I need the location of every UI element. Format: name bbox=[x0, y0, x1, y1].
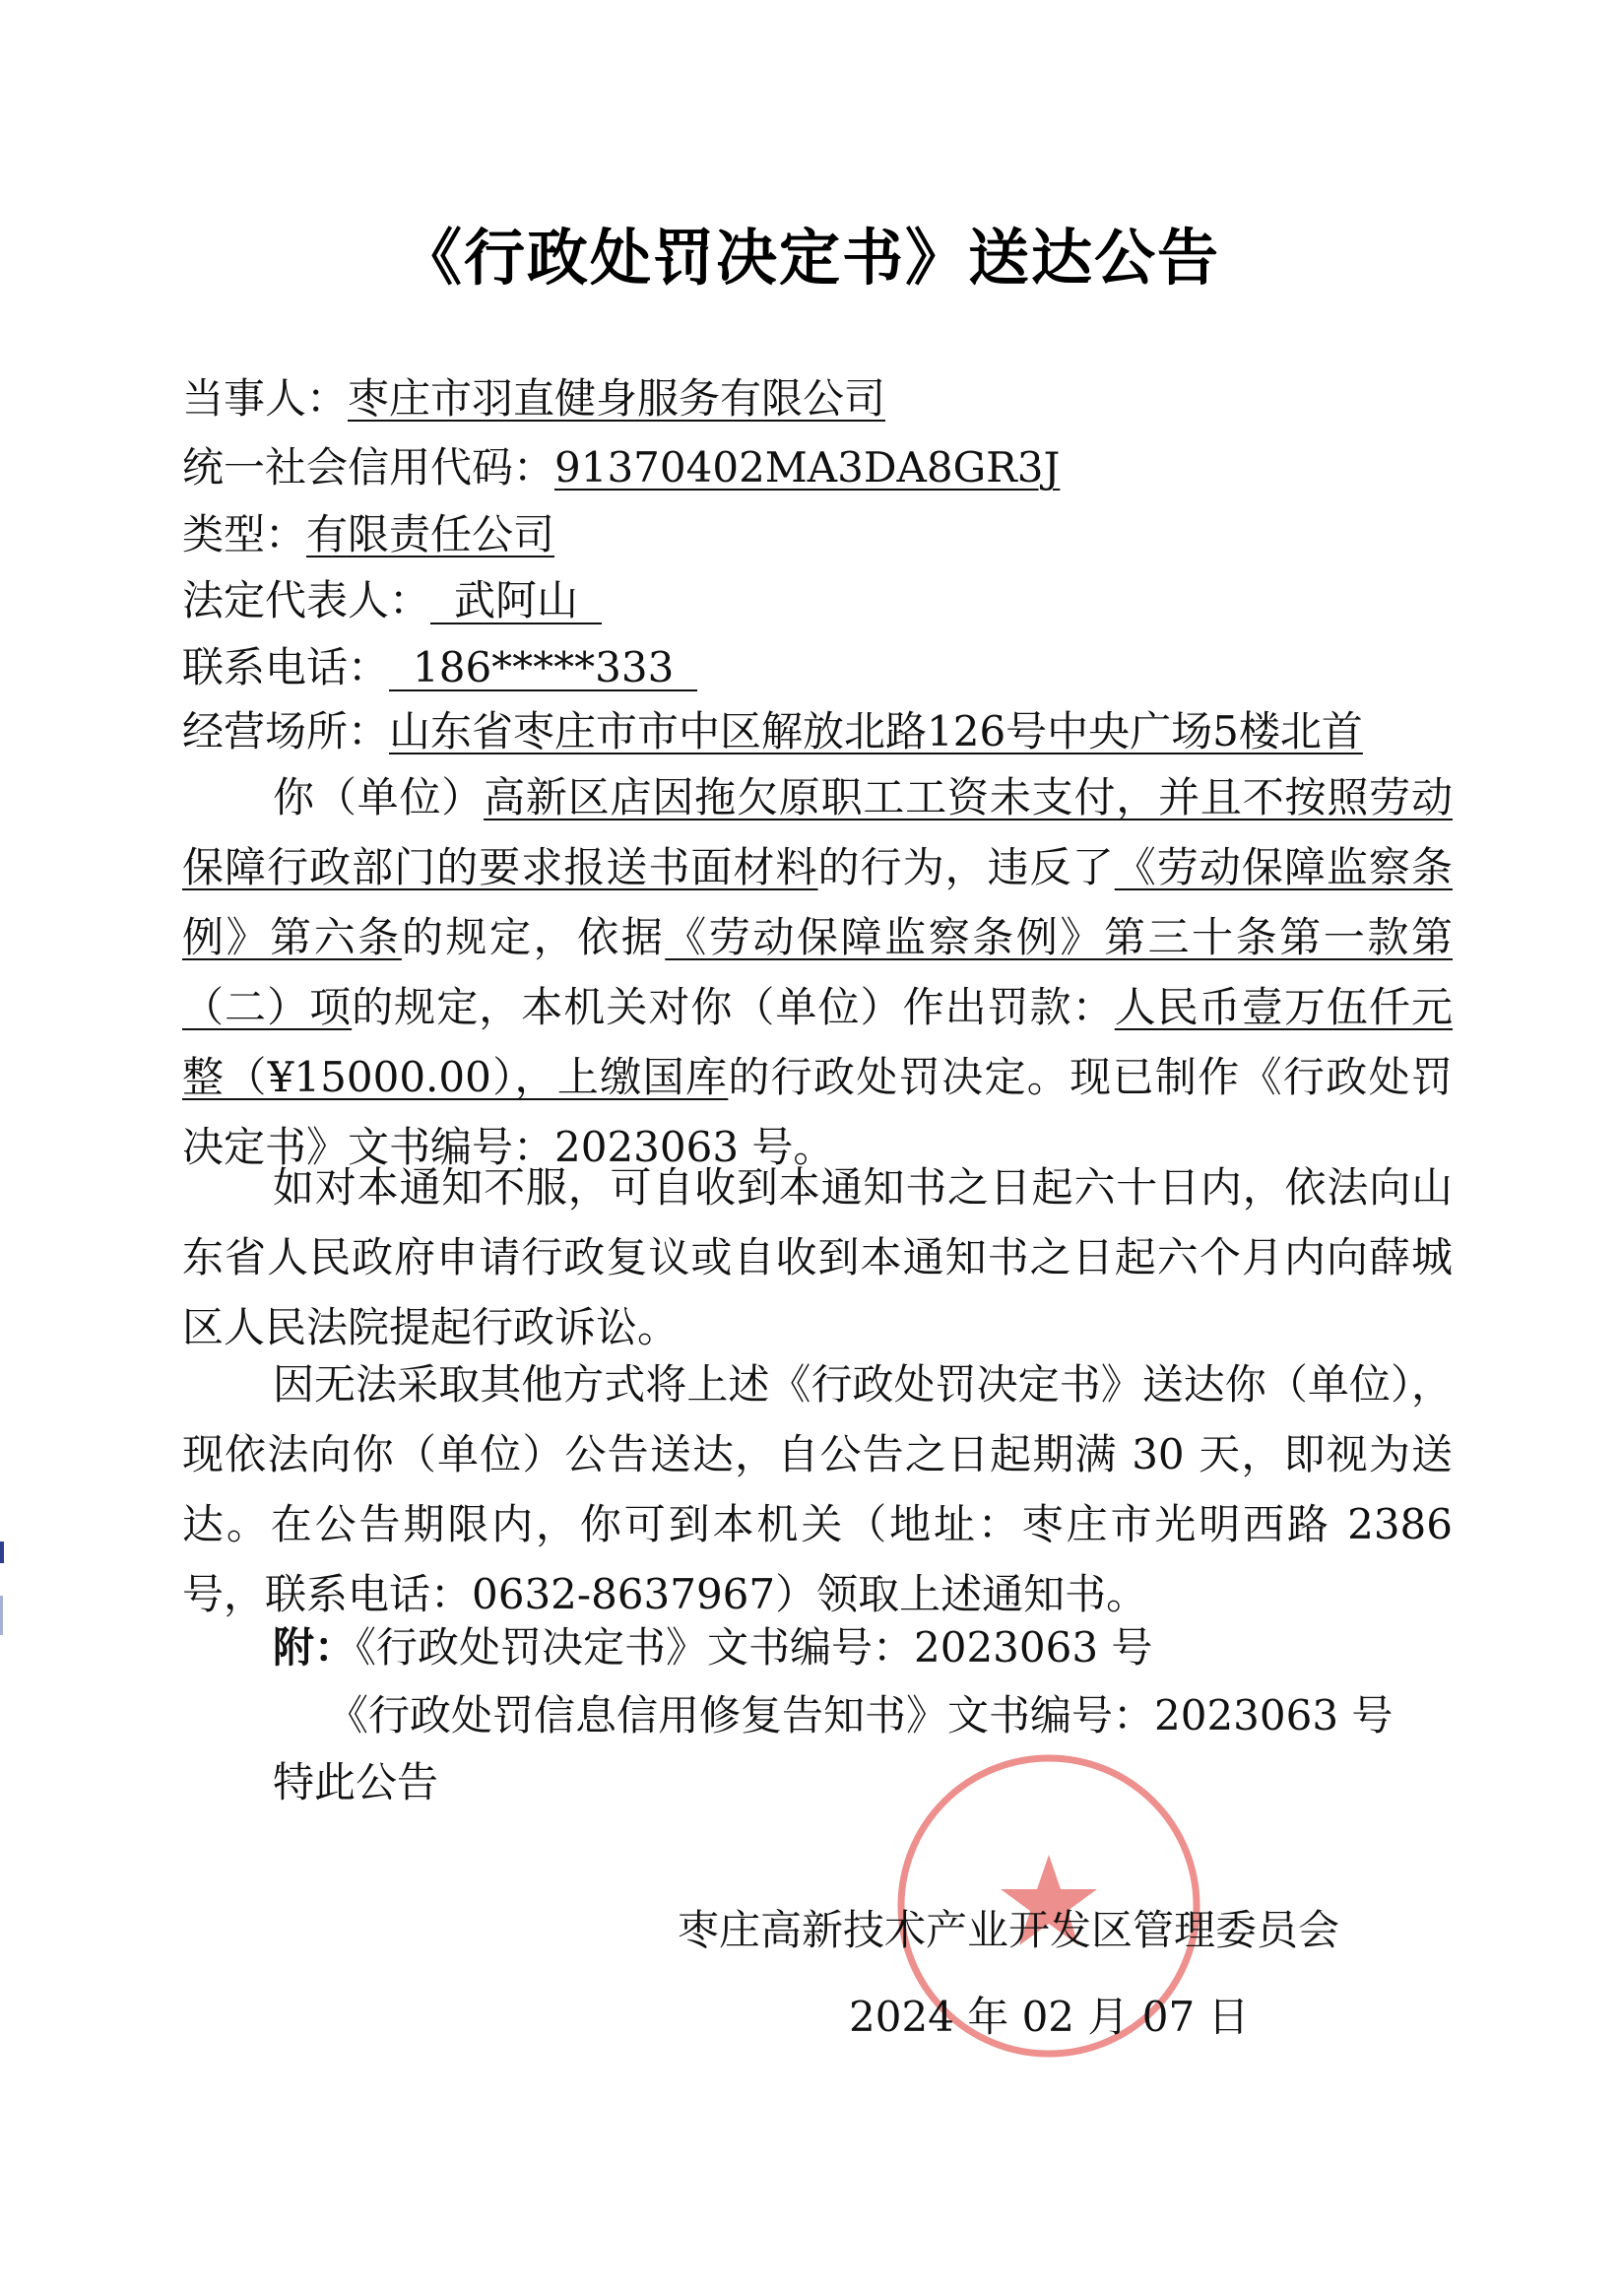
issuer-name: 枣庄高新技术产业开发区管理委员会 bbox=[678, 1906, 1340, 1954]
service-paragraph: 因无法采取其他方式将上述《行政处罚决定书》送达你（单位），现依法向你（单位）公告送达，自公告之日起期满 30 天，即视为送达。在公告期限内，你可到本机关（地址：枣庄市光明西路 2386 号，联系电话：0632-8637967）领取上述通知书。 bbox=[182, 1360, 1453, 1618]
appeal-paragraph: 如对本通知不服，可自收到本通知书之日起六十日内，依法向山东省人民政府申请行政复议或自收到本通知书之日起六个月内向薛城区人民法院提起行政诉讼。 bbox=[182, 1163, 1453, 1351]
credit-code-label: 统一社会信用代码： bbox=[182, 443, 555, 492]
legal-rep-value: 武阿山 bbox=[430, 579, 602, 624]
p1-violated-law: 《劳动保障监察条例》第六条 bbox=[182, 843, 1453, 961]
address-label: 经营场所： bbox=[182, 707, 390, 755]
p1-tail: 的行政处罚决定。现已制作《行政处罚决定书》文书编号：2023063 号。 bbox=[182, 1053, 1453, 1171]
legal-rep-label: 法定代表人： bbox=[182, 576, 431, 624]
p1-subject: 你（单位） bbox=[273, 773, 485, 821]
closing-text: 特此公告 bbox=[273, 1758, 439, 1806]
legal-rep-line bbox=[182, 576, 602, 625]
attachment-item-2: 《行政处罚信息信用修复告知书》文书编号：2023063 号 bbox=[327, 1691, 1394, 1739]
attachment-item-1: 《行政处罚决定书》文书编号：2023063 号 bbox=[356, 1623, 1153, 1672]
p1-fine-amount: 人民币壹万伍仟元整（¥15000.00），上缴国库 bbox=[182, 983, 1453, 1101]
attachment-line-1 bbox=[273, 1623, 1152, 1673]
party-line bbox=[182, 374, 885, 424]
party-value: 枣庄市羽直健身服务有限公司 bbox=[348, 374, 886, 423]
party-label: 当事人： bbox=[182, 374, 349, 423]
p1-connector-1: 的行为，违反了 bbox=[817, 843, 1115, 891]
type-value: 有限责任公司 bbox=[306, 510, 555, 558]
phone-value: 186*****333 bbox=[389, 646, 697, 691]
type-line bbox=[182, 510, 554, 559]
penalty-paragraph bbox=[182, 762, 1453, 1182]
attachment-label: 附： bbox=[273, 1623, 357, 1672]
credit-code-line bbox=[182, 443, 1060, 492]
p1-legal-basis: 《劳动保障监察条例》第三十条第一款第（二）项 bbox=[182, 913, 1453, 1031]
phone-label: 联系电话： bbox=[182, 643, 390, 691]
scan-edge-mark bbox=[0, 1596, 3, 1635]
issue-date: 2024 年 02 月 07 日 bbox=[849, 1993, 1250, 2041]
type-label: 类型： bbox=[182, 510, 307, 558]
address-line bbox=[182, 707, 1363, 756]
credit-code-value: 91370402MA3DA8GR3J bbox=[554, 443, 1061, 492]
address-value: 山东省枣庄市市中区解放北路126号中央广场5楼北首 bbox=[389, 707, 1363, 755]
scan-edge-mark bbox=[0, 1542, 4, 1563]
p1-connector-3: 的规定，本机关对你（单位）作出罚款： bbox=[352, 983, 1115, 1031]
document-title: 《行政处罚决定书》送达公告 bbox=[400, 222, 1220, 294]
phone-line bbox=[182, 643, 697, 692]
p1-connector-2: 的规定，依据 bbox=[401, 913, 666, 961]
p1-violation: 高新区店因拖欠原职工工资未支付，并且不按照劳动保障行政部门的要求报送书面材料 bbox=[182, 773, 1453, 891]
